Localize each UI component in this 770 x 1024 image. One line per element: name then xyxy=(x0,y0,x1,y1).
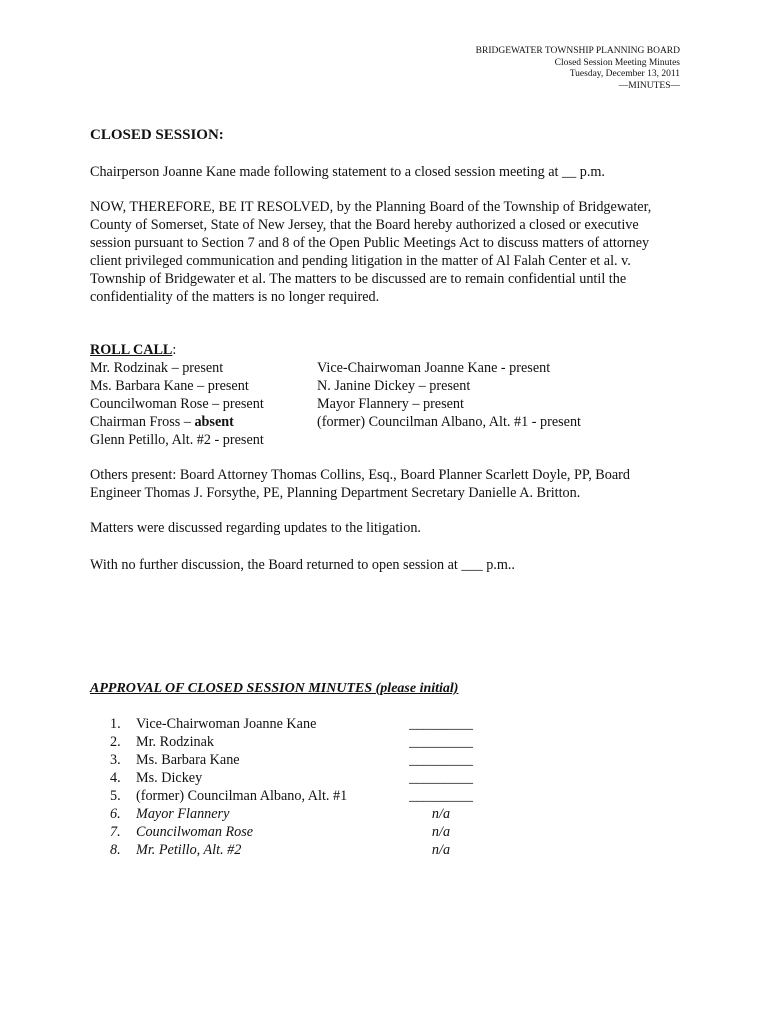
others-present-paragraph: Others present: Board Attorney Thomas Collins, Esq., Board Planner Scarlett Doyle, PP, Board Engineer Thomas J. Forsythe, PE, Planning Department Secretary Danielle A. Britton. xyxy=(90,467,630,501)
matters-discussed: Matters were discussed regarding updates to the litigation. xyxy=(90,520,421,536)
roll-call-section xyxy=(90,341,680,449)
roll-call-entry: Ms. Barbara Kane – present xyxy=(90,378,249,394)
roll-call-entry: Councilwoman Rose – present xyxy=(90,396,264,412)
approval-na-label: n/a xyxy=(431,824,451,840)
approval-item-number: 2. xyxy=(110,734,121,750)
roll-call-entry xyxy=(90,413,317,431)
return-to-open-session: With no further discussion, the Board returned to open session at ___ p.m.. xyxy=(90,557,515,573)
header-minutes-label: —MINUTES— xyxy=(618,80,680,91)
approval-initial-line: _________ xyxy=(409,734,473,750)
approval-item-name: Mr. Petillo, Alt. #2 xyxy=(136,842,242,858)
approval-initial-line: _________ xyxy=(409,752,473,768)
header-meeting-type: Closed Session Meeting Minutes xyxy=(554,57,680,68)
approval-item xyxy=(110,805,476,823)
approval-item xyxy=(110,841,476,859)
approval-item-number: 1. xyxy=(110,716,121,732)
chairperson-statement: Chairperson Joanne Kane made following statement to a closed session meeting at __ p.m. xyxy=(90,164,605,180)
header-board-name: BRIDGEWATER TOWNSHIP PLANNING BOARD xyxy=(475,46,680,56)
approval-initial-line: _________ xyxy=(409,788,473,804)
approval-item xyxy=(110,787,476,805)
roll-call-entry: Vice-Chairwoman Joanne Kane - present xyxy=(317,360,551,376)
approval-item xyxy=(110,733,476,751)
approval-item-name: Ms. Dickey xyxy=(136,770,203,786)
approval-item xyxy=(110,751,476,769)
header-date: Tuesday, December 13, 2011 xyxy=(569,69,680,79)
resolution-paragraph: NOW, THEREFORE, BE IT RESOLVED, by the Planning Board of the Township of Bridgewater, County of Somerset, State of New Jersey, that the Board hereby authorized a closed or executive session pursuant to Section 7 and 8 of the Open Public Meetings Act to discuss matters of attorney client privileged communication and pending litigation in the matter of Al Falah Center et al. v. Township of Bridgewater et al. The matters to be discussed are to remain confidential until the confidentiality of the matters is no longer required. xyxy=(90,199,652,305)
closed-session-heading: CLOSED SESSION: xyxy=(90,127,224,143)
roll-call-colon: : xyxy=(172,342,177,358)
approval-item-name: Councilwoman Rose xyxy=(136,824,254,840)
approval-item-number: 6. xyxy=(110,806,121,822)
approval-item-name: (former) Councilman Albano, Alt. #1 xyxy=(136,788,348,804)
approval-item-number: 4. xyxy=(110,770,121,786)
approval-heading: APPROVAL OF CLOSED SESSION MINUTES (please initial) xyxy=(90,681,459,696)
approval-list xyxy=(110,715,476,859)
approval-initial-line: _________ xyxy=(409,716,473,732)
approval-na-label: n/a xyxy=(431,842,451,858)
roll-call-entry: Mayor Flannery – present xyxy=(317,396,464,412)
approval-na-label: n/a xyxy=(431,806,451,822)
roll-call-entry: N. Janine Dickey – present xyxy=(317,378,471,394)
document-header xyxy=(476,46,680,92)
approval-item xyxy=(110,769,476,787)
roll-call-entry: Mr. Rodzinak – present xyxy=(90,360,224,376)
approval-item-number: 7. xyxy=(110,824,121,840)
roll-call-heading: ROLL CALL xyxy=(90,342,173,358)
approval-item-name: Mayor Flannery xyxy=(136,806,230,822)
approval-item-number: 3. xyxy=(110,752,121,768)
approval-item-name: Mr. Rodzinak xyxy=(136,734,215,750)
approval-item xyxy=(110,715,476,733)
absent-label: absent xyxy=(194,414,234,430)
approval-initial-line: _________ xyxy=(409,770,473,786)
approval-item-name: Vice-Chairwoman Joanne Kane xyxy=(136,716,317,732)
approval-item-name: Ms. Barbara Kane xyxy=(136,752,240,768)
roll-call-entry-name: Chairman Fross – xyxy=(90,414,195,430)
roll-call-entry: Glenn Petillo, Alt. #2 - present xyxy=(90,432,264,448)
approval-item-number: 5. xyxy=(110,788,121,804)
approval-item xyxy=(110,823,476,841)
roll-call-left-column xyxy=(90,359,317,449)
roll-call-right-column xyxy=(317,359,581,449)
roll-call-entry: (former) Councilman Albano, Alt. #1 - present xyxy=(317,414,581,430)
approval-item-number: 8. xyxy=(110,842,121,858)
